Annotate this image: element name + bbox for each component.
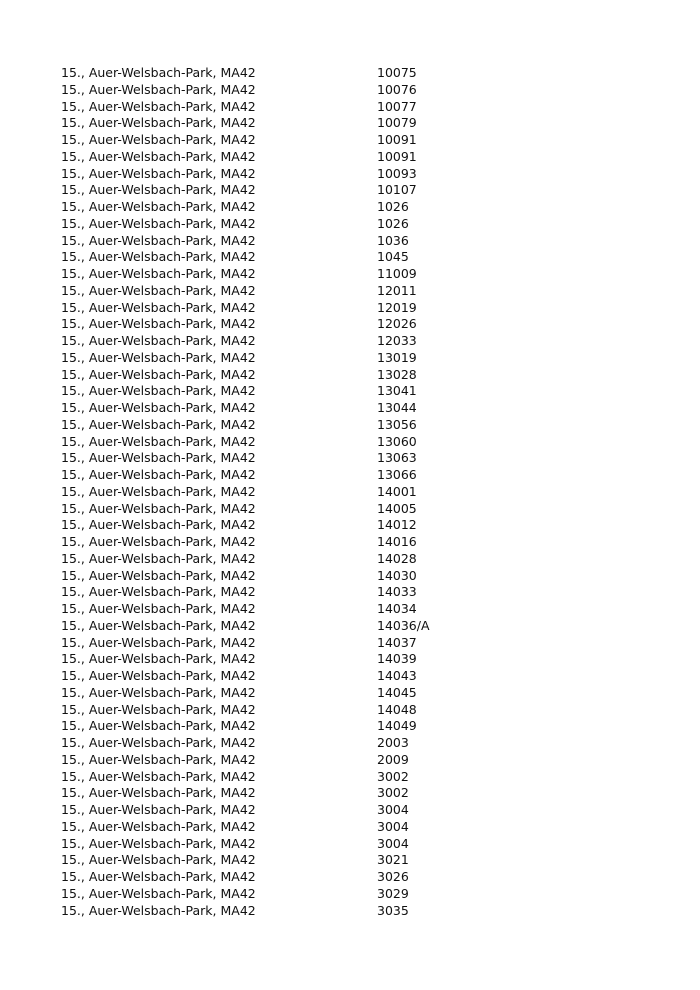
table-row bbox=[61, 568, 481, 585]
number-cell: 13056 bbox=[377, 416, 417, 432]
location-cell: 15., Auer-Welsbach-Park, MA42 bbox=[61, 349, 256, 365]
table-row bbox=[61, 551, 481, 568]
location-cell: 15., Auer-Welsbach-Park, MA42 bbox=[61, 701, 256, 717]
location-cell: 15., Auer-Welsbach-Park, MA42 bbox=[61, 718, 256, 734]
location-cell: 15., Auer-Welsbach-Park, MA42 bbox=[61, 199, 256, 214]
table-row bbox=[61, 869, 481, 886]
location-cell: 15., Auer-Welsbach-Park, MA42 bbox=[61, 751, 256, 767]
location-cell: 15., Auer-Welsbach-Park, MA42 bbox=[61, 869, 256, 884]
number-cell: 12026 bbox=[377, 316, 417, 332]
number-cell: 14012 bbox=[377, 517, 417, 533]
location-cell: 15., Auer-Welsbach-Park, MA42 bbox=[61, 400, 256, 415]
location-cell: 15., Auer-Welsbach-Park, MA42 bbox=[61, 316, 256, 332]
table-row bbox=[61, 517, 481, 534]
location-cell: 15., Auer-Welsbach-Park, MA42 bbox=[61, 148, 256, 164]
location-cell: 15., Auer-Welsbach-Park, MA42 bbox=[61, 483, 256, 499]
table-row bbox=[61, 216, 481, 233]
table-row bbox=[61, 350, 481, 367]
number-cell: 3004 bbox=[377, 835, 409, 851]
table-row bbox=[61, 852, 481, 869]
number-cell: 3004 bbox=[377, 802, 409, 817]
location-cell: 15., Auer-Welsbach-Park, MA42 bbox=[61, 333, 256, 348]
table-row bbox=[61, 182, 481, 199]
table-row bbox=[61, 769, 481, 786]
table-row bbox=[61, 819, 481, 836]
table-row bbox=[61, 82, 481, 99]
number-cell: 14048 bbox=[377, 701, 417, 717]
number-cell: 13019 bbox=[377, 349, 417, 365]
number-cell: 14045 bbox=[377, 684, 417, 700]
location-cell: 15., Auer-Welsbach-Park, MA42 bbox=[61, 299, 256, 315]
number-cell: 10107 bbox=[377, 182, 417, 198]
table-row bbox=[61, 266, 481, 283]
location-cell: 15., Auer-Welsbach-Park, MA42 bbox=[61, 232, 256, 248]
number-cell: 13060 bbox=[377, 433, 417, 449]
location-cell: 15., Auer-Welsbach-Park, MA42 bbox=[61, 768, 256, 784]
location-cell: 15., Auer-Welsbach-Park, MA42 bbox=[61, 433, 256, 449]
table-row bbox=[61, 685, 481, 702]
table-row bbox=[61, 752, 481, 769]
number-cell: 1045 bbox=[377, 249, 409, 265]
location-cell: 15., Auer-Welsbach-Park, MA42 bbox=[61, 366, 256, 382]
table-row bbox=[61, 199, 481, 216]
table-row bbox=[61, 702, 481, 719]
location-cell: 15., Auer-Welsbach-Park, MA42 bbox=[61, 885, 256, 901]
number-cell: 14039 bbox=[377, 651, 417, 667]
number-cell: 12033 bbox=[377, 333, 417, 348]
number-cell: 14028 bbox=[377, 550, 417, 566]
table-row bbox=[61, 785, 481, 802]
table-row bbox=[61, 149, 481, 166]
number-cell: 10079 bbox=[377, 115, 417, 131]
location-cell: 15., Auer-Welsbach-Park, MA42 bbox=[61, 852, 256, 868]
location-cell: 15., Auer-Welsbach-Park, MA42 bbox=[61, 550, 256, 566]
location-cell: 15., Auer-Welsbach-Park, MA42 bbox=[61, 617, 256, 633]
number-cell: 13044 bbox=[377, 400, 417, 415]
table-row bbox=[61, 635, 481, 652]
location-cell: 15., Auer-Welsbach-Park, MA42 bbox=[61, 735, 256, 750]
location-cell: 15., Auer-Welsbach-Park, MA42 bbox=[61, 835, 256, 851]
table-row bbox=[61, 651, 481, 668]
location-cell: 15., Auer-Welsbach-Park, MA42 bbox=[61, 500, 256, 516]
location-cell: 15., Auer-Welsbach-Park, MA42 bbox=[61, 584, 256, 600]
location-cell: 15., Auer-Welsbach-Park, MA42 bbox=[61, 802, 256, 817]
number-cell: 14033 bbox=[377, 584, 417, 600]
location-cell: 15., Auer-Welsbach-Park, MA42 bbox=[61, 282, 256, 298]
table-row bbox=[61, 132, 481, 149]
number-cell: 3004 bbox=[377, 818, 409, 834]
location-cell: 15., Auer-Welsbach-Park, MA42 bbox=[61, 467, 256, 482]
table-row bbox=[61, 434, 481, 451]
table-row bbox=[61, 802, 481, 819]
number-cell: 12019 bbox=[377, 299, 417, 315]
number-cell: 1036 bbox=[377, 232, 409, 248]
table-row bbox=[61, 584, 481, 601]
table-row bbox=[61, 618, 481, 635]
location-cell: 15., Auer-Welsbach-Park, MA42 bbox=[61, 383, 256, 399]
location-cell: 15., Auer-Welsbach-Park, MA42 bbox=[61, 249, 256, 265]
number-cell: 10091 bbox=[377, 148, 417, 164]
number-cell: 14005 bbox=[377, 500, 417, 516]
location-cell: 15., Auer-Welsbach-Park, MA42 bbox=[61, 215, 256, 231]
number-cell: 13063 bbox=[377, 450, 417, 466]
location-cell: 15., Auer-Welsbach-Park, MA42 bbox=[61, 634, 256, 650]
location-cell: 15., Auer-Welsbach-Park, MA42 bbox=[61, 182, 256, 198]
number-cell: 14043 bbox=[377, 668, 417, 683]
table-row bbox=[61, 333, 481, 350]
number-cell: 14037 bbox=[377, 634, 417, 650]
location-cell: 15., Auer-Welsbach-Park, MA42 bbox=[61, 81, 256, 97]
table-row bbox=[61, 417, 481, 434]
table-row bbox=[61, 65, 481, 82]
table-row bbox=[61, 300, 481, 317]
table-row bbox=[61, 534, 481, 551]
table-row bbox=[61, 501, 481, 518]
location-cell: 15., Auer-Welsbach-Park, MA42 bbox=[61, 450, 256, 466]
number-cell: 10075 bbox=[377, 65, 417, 80]
table-row bbox=[61, 166, 481, 183]
number-cell: 3029 bbox=[377, 885, 409, 901]
table-row bbox=[61, 903, 481, 920]
number-cell: 3026 bbox=[377, 869, 409, 884]
table-row bbox=[61, 467, 481, 484]
number-cell: 10093 bbox=[377, 165, 417, 181]
table-row bbox=[61, 115, 481, 132]
location-cell: 15., Auer-Welsbach-Park, MA42 bbox=[61, 668, 256, 683]
table-row bbox=[61, 400, 481, 417]
number-cell: 2003 bbox=[377, 735, 409, 750]
table-row bbox=[61, 283, 481, 300]
number-cell: 14030 bbox=[377, 567, 417, 583]
number-cell: 11009 bbox=[377, 266, 417, 281]
table-row bbox=[61, 484, 481, 501]
location-cell: 15., Auer-Welsbach-Park, MA42 bbox=[61, 98, 256, 114]
location-cell: 15., Auer-Welsbach-Park, MA42 bbox=[61, 266, 256, 281]
number-cell: 10091 bbox=[377, 132, 417, 147]
location-cell: 15., Auer-Welsbach-Park, MA42 bbox=[61, 651, 256, 667]
table-row bbox=[61, 450, 481, 467]
number-cell: 14036/A bbox=[377, 617, 430, 633]
location-cell: 15., Auer-Welsbach-Park, MA42 bbox=[61, 517, 256, 533]
number-cell: 3002 bbox=[377, 768, 409, 784]
location-cell: 15., Auer-Welsbach-Park, MA42 bbox=[61, 601, 256, 616]
table-row bbox=[61, 886, 481, 903]
table-row bbox=[61, 249, 481, 266]
location-cell: 15., Auer-Welsbach-Park, MA42 bbox=[61, 65, 256, 80]
location-cell: 15., Auer-Welsbach-Park, MA42 bbox=[61, 115, 256, 131]
table-row bbox=[61, 836, 481, 853]
number-cell: 13028 bbox=[377, 366, 417, 382]
number-cell: 13066 bbox=[377, 467, 417, 482]
number-cell: 12011 bbox=[377, 282, 417, 298]
location-cell: 15., Auer-Welsbach-Park, MA42 bbox=[61, 818, 256, 834]
number-cell: 14034 bbox=[377, 601, 417, 616]
location-cell: 15., Auer-Welsbach-Park, MA42 bbox=[61, 785, 256, 801]
number-cell: 10076 bbox=[377, 81, 417, 97]
table-row bbox=[61, 601, 481, 618]
number-cell: 2009 bbox=[377, 751, 409, 767]
number-cell: 14016 bbox=[377, 534, 417, 549]
number-cell: 1026 bbox=[377, 215, 409, 231]
number-cell: 3021 bbox=[377, 852, 409, 868]
location-cell: 15., Auer-Welsbach-Park, MA42 bbox=[61, 165, 256, 181]
number-cell: 10077 bbox=[377, 98, 417, 114]
location-cell: 15., Auer-Welsbach-Park, MA42 bbox=[61, 534, 256, 549]
table-row bbox=[61, 316, 481, 333]
number-cell: 13041 bbox=[377, 383, 417, 399]
table-row bbox=[61, 718, 481, 735]
table-row bbox=[61, 383, 481, 400]
location-cell: 15., Auer-Welsbach-Park, MA42 bbox=[61, 684, 256, 700]
table-row bbox=[61, 233, 481, 250]
location-cell: 15., Auer-Welsbach-Park, MA42 bbox=[61, 416, 256, 432]
table-row bbox=[61, 668, 481, 685]
tree-list bbox=[61, 65, 481, 919]
location-cell: 15., Auer-Welsbach-Park, MA42 bbox=[61, 567, 256, 583]
number-cell: 14001 bbox=[377, 483, 417, 499]
table-row bbox=[61, 99, 481, 116]
number-cell: 3002 bbox=[377, 785, 409, 801]
table-row bbox=[61, 367, 481, 384]
number-cell: 3035 bbox=[377, 902, 409, 918]
location-cell: 15., Auer-Welsbach-Park, MA42 bbox=[61, 132, 256, 147]
table-row bbox=[61, 735, 481, 752]
number-cell: 1026 bbox=[377, 199, 409, 214]
number-cell: 14049 bbox=[377, 718, 417, 734]
location-cell: 15., Auer-Welsbach-Park, MA42 bbox=[61, 902, 256, 918]
